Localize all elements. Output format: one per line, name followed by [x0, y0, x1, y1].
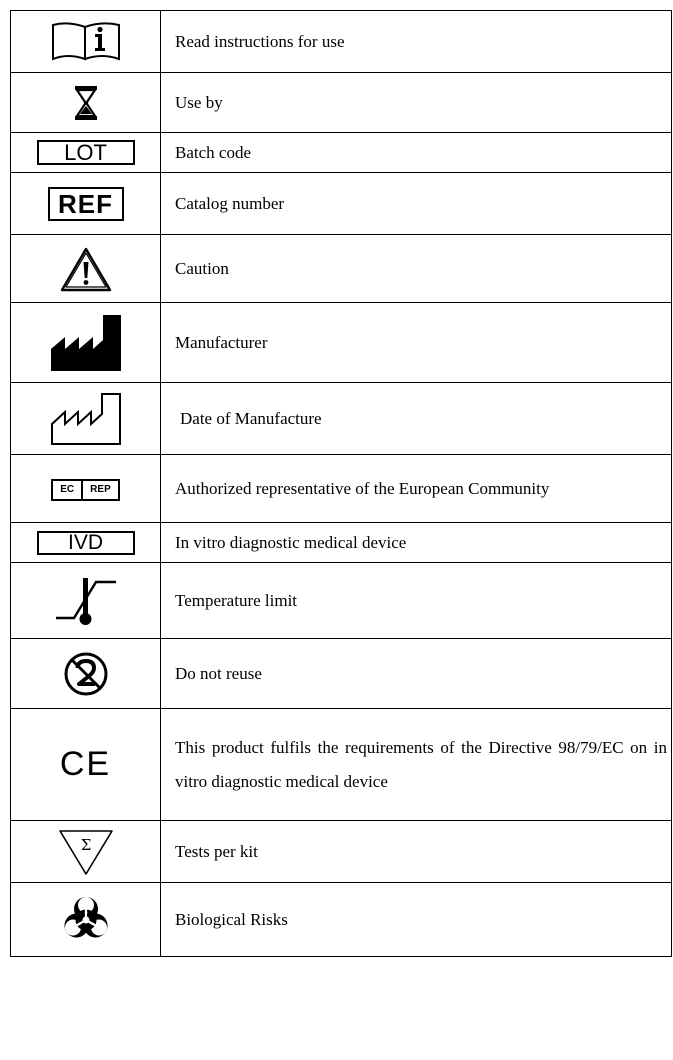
icon-cell — [11, 303, 161, 383]
symbol-description: Manufacturer — [161, 303, 672, 383]
rep-label: REP — [81, 481, 118, 499]
symbol-description: Tests per kit — [161, 821, 672, 883]
table-row — [11, 235, 672, 303]
hourglass-icon — [74, 85, 98, 121]
ivd-icon: IVD — [37, 531, 135, 555]
symbol-description: This product fulfils the requirements of the Directive 98/79/EC on in vitro diagnostic medical device — [161, 709, 672, 821]
factory-outline-icon — [50, 392, 122, 446]
symbol-description: Read instructions for use — [161, 11, 672, 73]
icon-cell — [11, 709, 161, 821]
table-row — [11, 73, 672, 133]
icon-cell — [11, 455, 161, 523]
symbol-description: Do not reuse — [161, 639, 672, 709]
icon-cell — [11, 523, 161, 563]
icon-cell — [11, 563, 161, 639]
icon-cell — [11, 235, 161, 303]
table-row — [11, 173, 672, 235]
caution-triangle-icon — [60, 246, 112, 292]
biohazard-icon — [57, 891, 115, 949]
icon-cell — [11, 133, 161, 173]
table-row — [11, 639, 672, 709]
table-row — [11, 523, 672, 563]
symbol-description: Catalog number — [161, 173, 672, 235]
table-row — [11, 11, 672, 73]
table-row — [11, 133, 672, 173]
table-row — [11, 709, 672, 821]
table-row — [11, 303, 672, 383]
sigma-triangle-icon — [58, 828, 114, 876]
table-row — [11, 821, 672, 883]
icon-cell — [11, 883, 161, 957]
symbol-description: Use by — [161, 73, 672, 133]
factory-icon — [49, 313, 123, 373]
sigma-symbol: Σ — [80, 835, 91, 854]
ec-label: EC — [60, 483, 75, 495]
icon-cell — [11, 173, 161, 235]
symbol-description: Authorized representative of the European Community — [161, 455, 672, 523]
table-row — [11, 883, 672, 957]
icon-cell — [11, 73, 161, 133]
do-not-reuse-icon — [63, 651, 109, 697]
thermometer-icon — [54, 574, 118, 628]
symbol-description: Caution — [161, 235, 672, 303]
info-book-icon — [41, 21, 131, 63]
symbol-description: Date of Manufacture — [161, 383, 672, 455]
icon-cell — [11, 639, 161, 709]
ref-icon: REF — [48, 187, 124, 221]
lot-icon: LOT — [37, 140, 135, 165]
symbol-description: Biological Risks — [161, 883, 672, 957]
table-row — [11, 455, 672, 523]
icon-cell — [11, 821, 161, 883]
table-row — [11, 563, 672, 639]
table-row — [11, 383, 672, 455]
symbol-description: In vitro diagnostic medical device — [161, 523, 672, 563]
symbol-description: Temperature limit — [161, 563, 672, 639]
symbols-table — [10, 10, 672, 957]
ec-rep-icon — [51, 479, 119, 501]
symbol-description: Batch code — [161, 133, 672, 173]
icon-cell — [11, 383, 161, 455]
icon-cell — [11, 11, 161, 73]
ce-mark-icon: CE — [59, 745, 112, 783]
